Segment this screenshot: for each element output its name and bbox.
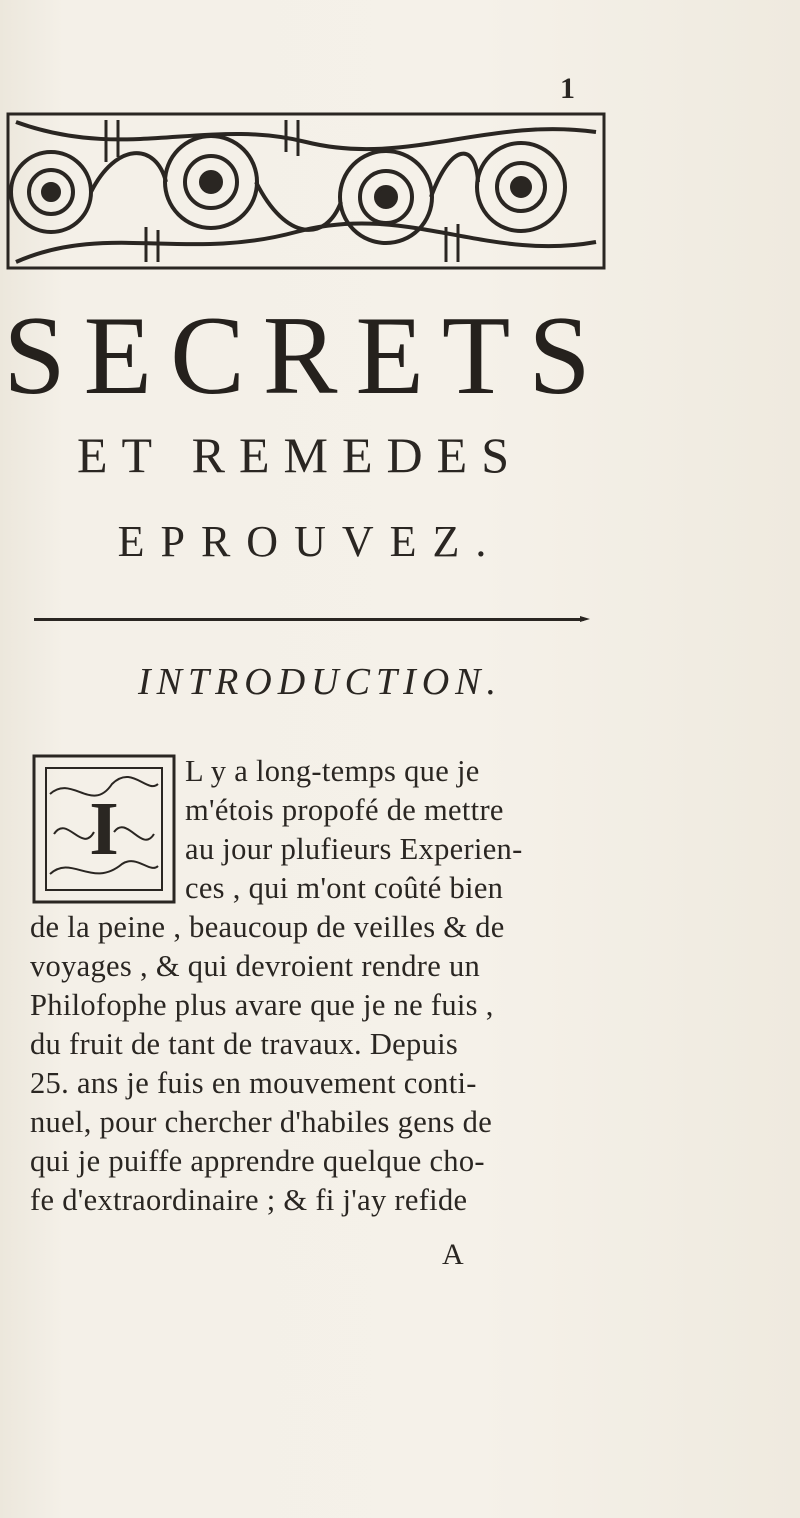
- text-line: 25. ans je fuis en mouvement conti-: [30, 1066, 477, 1100]
- text-line: L y a long-temps que je: [185, 754, 480, 788]
- text-line: du fruit de tant de travaux. Depuis: [30, 1027, 459, 1061]
- title-eprouvez: EPROUVEZ.: [117, 517, 503, 566]
- text-line: voyages , & qui devroient rendre un: [30, 949, 481, 983]
- text-line: fe d'extraordinaire ; & fi j'ay refide: [30, 1183, 468, 1217]
- title-secrets: SECRETS: [3, 294, 609, 418]
- text-line: qui je puiffe apprendre quelque cho-: [30, 1144, 485, 1178]
- text-line: au jour plufieurs Experien-: [185, 832, 523, 866]
- page-number: 1: [560, 72, 575, 105]
- text-line: m'étois propofé de mettre: [185, 793, 504, 827]
- text-line: ces , qui m'ont coûté bien: [185, 871, 504, 905]
- section-heading: INTRODUCTION.: [137, 661, 503, 703]
- title-remedes: ET REMEDES: [76, 427, 524, 483]
- text-line: de la peine , beaucoup de veilles & de: [30, 910, 505, 944]
- text-line: Philofophe plus avare que je ne fuis ,: [30, 988, 494, 1022]
- text-line: nuel, pour chercher d'habiles gens de: [30, 1105, 493, 1139]
- catchword: A: [442, 1238, 464, 1271]
- introduction-paragraph: [30, 752, 590, 1220]
- floral-headpiece-ornament: [6, 112, 606, 270]
- initial-letter: I: [89, 786, 119, 871]
- horizontal-rule: [34, 618, 584, 621]
